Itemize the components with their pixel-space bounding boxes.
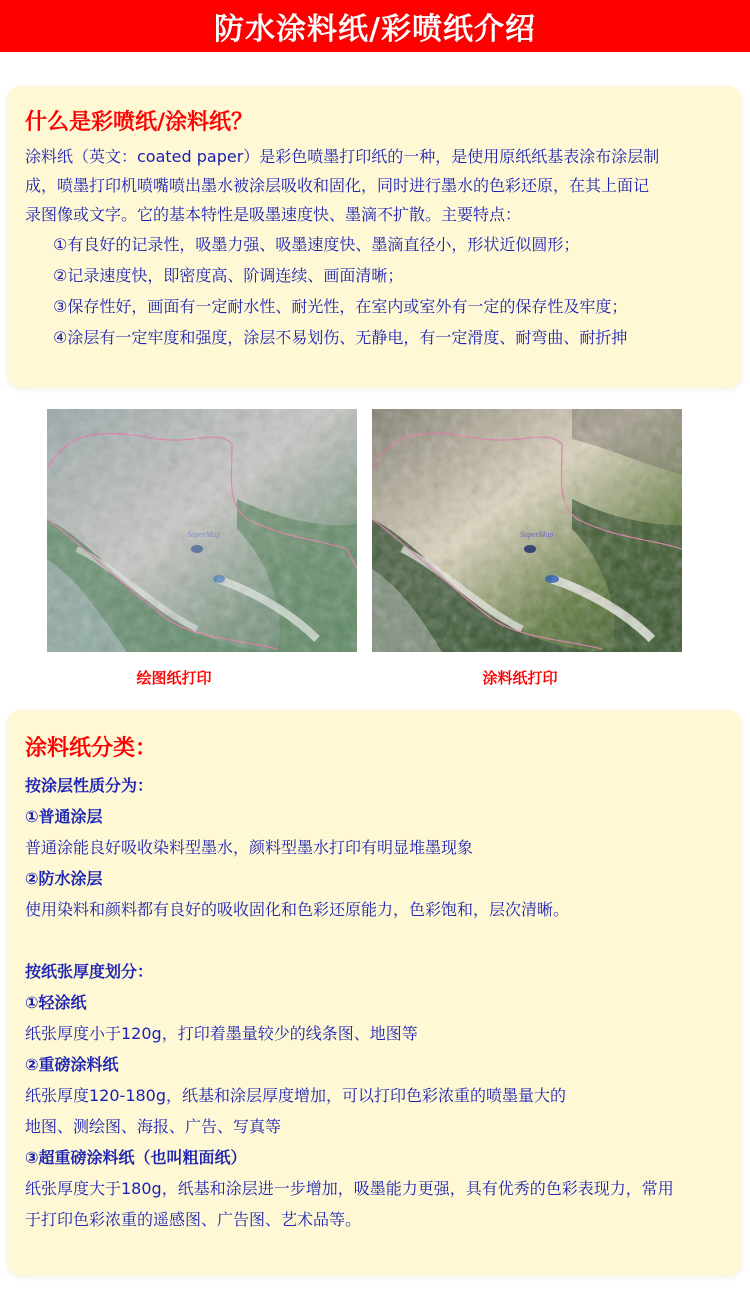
intro-line: 成，喷墨打印机喷嘴喷出墨水被涂层吸收和固化，同时进行墨水的色彩还原，在其上面记: [25, 176, 650, 195]
drafting-paper-print-image: [47, 409, 357, 652]
coating-item-desc: 使用染料和颜料都有良好的吸收固化和色彩还原能力，色彩饱和，层次清晰。: [25, 900, 570, 919]
page-title: 防水涂料纸/彩喷纸介绍: [214, 12, 536, 47]
thickness-item-desc: 纸张厚度小于120g，打印着墨量较少的线条图、地图等: [25, 1024, 418, 1043]
thickness-section: [21, 956, 728, 1235]
thickness-item-desc: 于打印色彩浓重的遥感图、广告图、艺术品等。: [25, 1210, 362, 1229]
page-banner: [0, 0, 750, 52]
coated-paper-caption: 涂料纸打印: [482, 669, 558, 687]
thickness-item-desc: 纸张厚度120-180g，纸基和涂层厚度增加，可以打印色彩浓重的喷墨量大的: [25, 1086, 567, 1105]
feature-item: ③保存性好，画面有一定耐水性、耐光性，在室内或室外有一定的保存性及牢度；: [53, 297, 628, 316]
thickness-item-desc: 纸张厚度大于180g，纸基和涂层进一步增加，吸墨能力更强，具有优秀的色彩表现力，常用: [25, 1179, 674, 1198]
thickness-item-name: ③超重磅涂料纸（也叫粗面纸）: [25, 1148, 247, 1167]
classification-card: [7, 710, 742, 1276]
watermark: SuperMap: [520, 530, 554, 539]
thickness-item-name: ①轻涂纸: [25, 993, 87, 1012]
intro-card: [7, 86, 742, 388]
intro-line: 涂料纸（英文：coated paper）是彩色喷墨打印纸的一种，是使用原纸纸基表涂布涂层制: [25, 147, 660, 166]
intro-title: 什么是彩喷纸/涂料纸？: [25, 110, 254, 135]
coating-section: [21, 770, 728, 925]
intro-paragraph: [21, 142, 728, 229]
thickness-heading: 按纸张厚度划分：: [25, 962, 154, 981]
classification-title: 涂料纸分类：: [25, 736, 158, 761]
drafting-paper-caption: 绘图纸打印: [136, 669, 212, 687]
coating-item-name: ②防水涂层: [25, 869, 103, 888]
coating-item-name: ①普通涂层: [25, 807, 103, 826]
thickness-item-desc: 地图、测绘图、海报、广告、写真等: [25, 1117, 282, 1136]
feature-item: ④涂层有一定牢度和强度，涂层不易划伤、无静电，有一定滑度、耐弯曲、耐折抻: [53, 328, 628, 347]
coated-paper-print-image: [372, 409, 682, 652]
coating-item-desc: 普通涂能良好吸收染料型墨水，颜料型墨水打印有明显堆墨现象: [25, 838, 474, 857]
section-spacer: [21, 925, 728, 956]
feature-item: ①有良好的记录性，吸墨力强、吸墨速度快、墨滴直径小，形状近似圆形；: [53, 235, 580, 254]
watermark: SuperMap: [187, 530, 221, 539]
feature-list: [21, 229, 728, 353]
intro-line: 录图像或文字。它的基本特性是吸墨速度快、墨滴不扩散。主要特点：: [25, 205, 522, 224]
coating-heading: 按涂层性质分为：: [25, 776, 154, 795]
thickness-item-name: ②重磅涂料纸: [25, 1055, 119, 1074]
feature-item: ②记录速度快，即密度高、阶调连续、画面清晰；: [53, 266, 404, 285]
print-comparison: [0, 409, 750, 699]
